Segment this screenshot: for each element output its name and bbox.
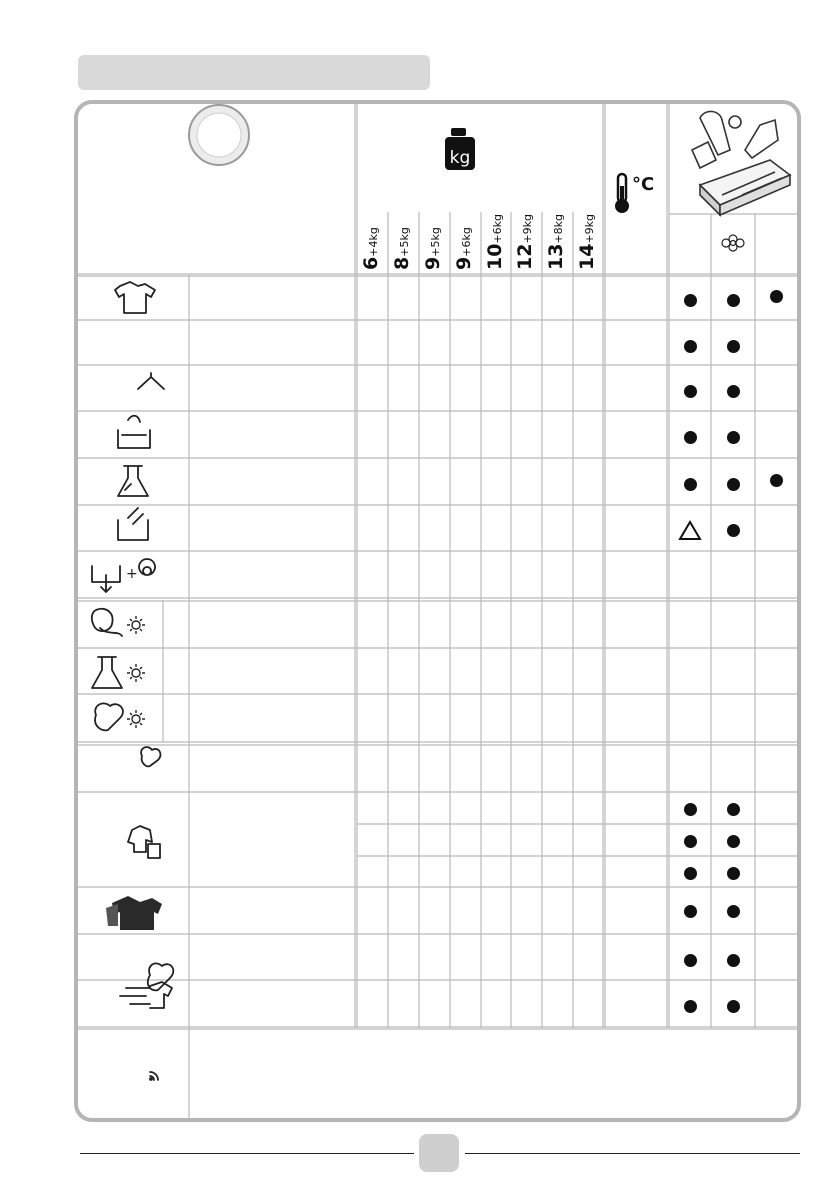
drain-spin-spiral-icon (139, 559, 155, 575)
dispenser-dot (727, 340, 740, 353)
softener-flower-icon (722, 235, 744, 251)
dispenser-dot (684, 803, 697, 816)
hand-wash-icon (118, 416, 150, 448)
capacity-extra: +9kg (521, 213, 534, 244)
page-number-box (419, 1134, 459, 1172)
capacity-main: 6 (360, 256, 382, 270)
capacity-extra: +9kg (583, 213, 596, 244)
capacity-label (484, 214, 506, 270)
dispenser-dot (727, 835, 740, 848)
dispenser-dot (684, 478, 697, 491)
dark-clothes-icon (106, 896, 162, 930)
dispenser-dot (727, 478, 740, 491)
sun-icons (127, 616, 145, 728)
dispenser-dot (684, 1000, 697, 1013)
dispenser-dot (727, 803, 740, 816)
dispenser-dot (684, 867, 697, 880)
shirt-perfume-icon (128, 826, 160, 858)
capacity-extra: +5kg (429, 227, 442, 257)
dispenser-dot (727, 905, 740, 918)
dispenser-dot (727, 385, 740, 398)
detergent-drawer-icon (692, 111, 790, 215)
capacity-label (576, 214, 598, 270)
capacity-main: 9 (453, 256, 475, 270)
capacity-main: 9 (422, 256, 444, 270)
capacity-main: 12 (514, 243, 536, 270)
dispenser-dot (727, 431, 740, 444)
capacity-main: 13 (545, 243, 567, 270)
weight-kg-label: kg (449, 148, 471, 168)
capacity-label (545, 214, 567, 270)
cotton-small-icon (141, 747, 160, 766)
synthetic-dry-icon (92, 657, 122, 688)
capacity-label (422, 227, 444, 270)
capacity-main: 10 (484, 243, 506, 270)
program-knob-icon (189, 105, 249, 165)
capacity-extra: +6kg (460, 227, 473, 257)
dispenser-dot (684, 835, 697, 848)
dispenser-dot (684, 431, 697, 444)
dispenser-dot (684, 385, 697, 398)
capacity-label (360, 227, 382, 270)
wool-dry-icon (92, 609, 122, 636)
dispenser-dot (684, 905, 697, 918)
footer-rule-right (465, 1153, 800, 1154)
capacity-label (514, 214, 536, 270)
dispenser-dot (727, 524, 740, 537)
footer-rule-left (80, 1153, 414, 1154)
shirt-sparkle-icon (115, 282, 155, 313)
capacity-extra: +6kg (491, 213, 504, 244)
plus-sign: + (126, 566, 138, 582)
dispenser-dot (770, 474, 783, 487)
dispenser-dot (770, 290, 783, 303)
dispenser-dot (727, 294, 740, 307)
drain-spin-icon (92, 566, 120, 592)
dispenser-dot (684, 294, 697, 307)
capacity-label (453, 227, 475, 270)
shower-icon (118, 508, 148, 540)
dispenser-dot (727, 954, 740, 967)
dispenser-triangle (678, 519, 702, 541)
flask-icon (118, 466, 148, 496)
cotton-dry-icon (95, 703, 123, 730)
dispenser-dot (684, 954, 697, 967)
capacity-main: 8 (391, 256, 413, 270)
dispenser-dot (727, 1000, 740, 1013)
hanger-icon (138, 373, 164, 389)
temperature-label: °C (632, 174, 655, 195)
capacity-extra: +8kg (552, 213, 565, 244)
quick-shirt-icon (120, 982, 172, 1008)
capacity-extra: +5kg (398, 227, 411, 257)
dispenser-dot (684, 340, 697, 353)
dispenser-dot (727, 867, 740, 880)
capacity-label (391, 227, 413, 270)
capacity-extra: +4kg (367, 227, 380, 257)
thermometer-icon (615, 174, 629, 213)
weight-kg-icon (445, 128, 475, 170)
capacity-main: 14 (576, 243, 598, 270)
